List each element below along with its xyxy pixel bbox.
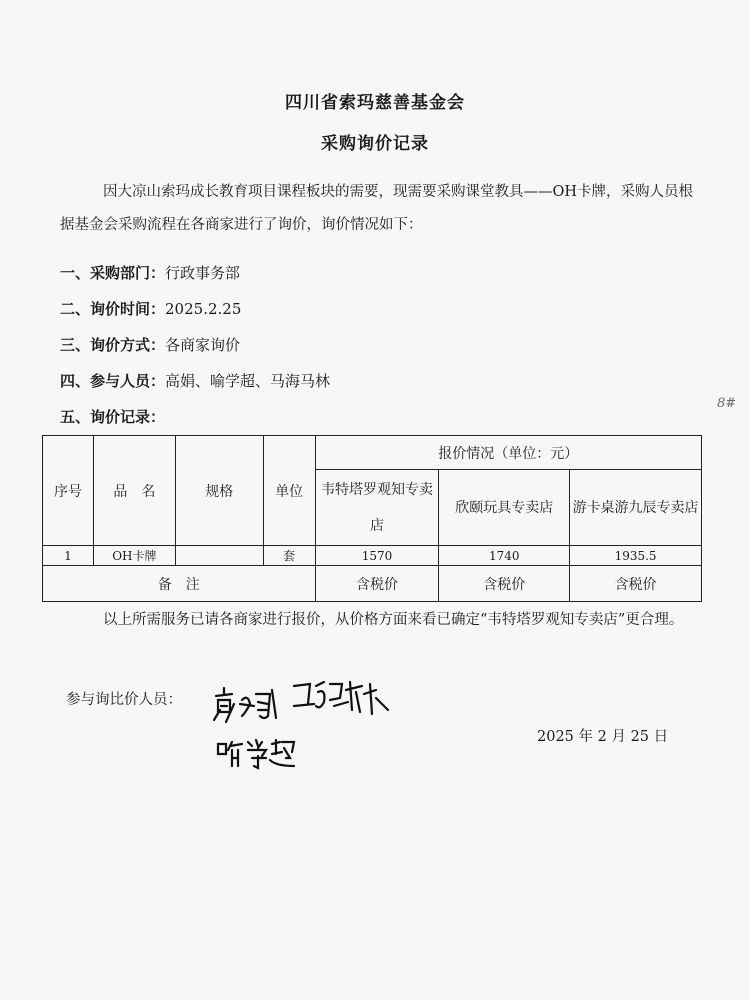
note-vendor-2: 含税价 <box>439 566 570 602</box>
inquiry-table <box>42 435 702 602</box>
item-label: 一、采购部门： <box>60 264 166 282</box>
cell-spec <box>175 546 263 566</box>
item-value: 行政事务部 <box>165 264 241 282</box>
item-value: 高娟、喻学超、马海马林 <box>165 372 331 390</box>
document-date: 2025 年 2 月 25 日 <box>537 729 669 745</box>
document-title: 采购询价记录 <box>321 134 429 154</box>
note-label: 备 注 <box>43 566 316 602</box>
item-department <box>60 262 240 283</box>
table-note-row <box>43 566 702 602</box>
item-label: 二、询价时间： <box>60 300 166 318</box>
header-spec: 规格 <box>175 436 263 546</box>
item-label: 三、询价方式： <box>60 336 166 354</box>
cell-price-vendor-2: 1740 <box>439 546 570 566</box>
item-label: 五、询价记录： <box>60 408 166 426</box>
item-label: 四、参与人员： <box>60 372 166 390</box>
header-index: 序号 <box>43 436 94 546</box>
cell-unit: 套 <box>263 546 315 566</box>
header-unit: 单位 <box>263 436 315 546</box>
signature-gao-juan <box>210 682 282 726</box>
intro-paragraph: 因大凉山索玛成长教育项目课程板块的需要，现需要采购课堂教具——OH卡牌，采购人员根据基金会采购流程在各商家进行了询价，询价情况如下： <box>60 184 694 233</box>
item-participants <box>60 370 330 391</box>
note-vendor-1: 含税价 <box>315 566 439 602</box>
header-vendor-2: 欣颐玩具专卖店 <box>439 470 570 546</box>
conclusion-paragraph: 以上所需服务已请各商家进行报价，从价格方面来看已确定“韦特塔罗观知专卖店”更合理。 <box>103 612 684 628</box>
item-value: 2025.2.25 <box>165 300 242 318</box>
organization-title: 四川省索玛慈善基金会 <box>285 93 465 113</box>
item-inquiry-method <box>60 334 240 355</box>
item-inquiry-date <box>60 298 241 319</box>
header-quote-group: 报价情况（单位：元） <box>315 436 701 470</box>
header-vendor-3: 游卡桌游九辰专卖店 <box>570 470 702 546</box>
header-vendor-1: 韦特塔罗观知专卖店 <box>315 470 439 546</box>
cell-price-vendor-3: 1935.5 <box>570 546 702 566</box>
signature-yu-xue-chao <box>214 736 300 772</box>
margin-note: 8# <box>717 396 737 411</box>
signature-ma-hai-ma-lin <box>290 676 390 720</box>
cell-price-vendor-1: 1570 <box>315 546 439 566</box>
note-vendor-3: 含税价 <box>570 566 702 602</box>
signers-label: 参与询比价人员： <box>66 692 182 708</box>
cell-index: 1 <box>43 546 94 566</box>
header-name: 品 名 <box>93 436 175 546</box>
cell-name: OH卡牌 <box>93 546 175 566</box>
item-value: 各商家询价 <box>165 336 241 354</box>
table-row <box>43 546 702 566</box>
item-inquiry-record <box>60 406 165 427</box>
